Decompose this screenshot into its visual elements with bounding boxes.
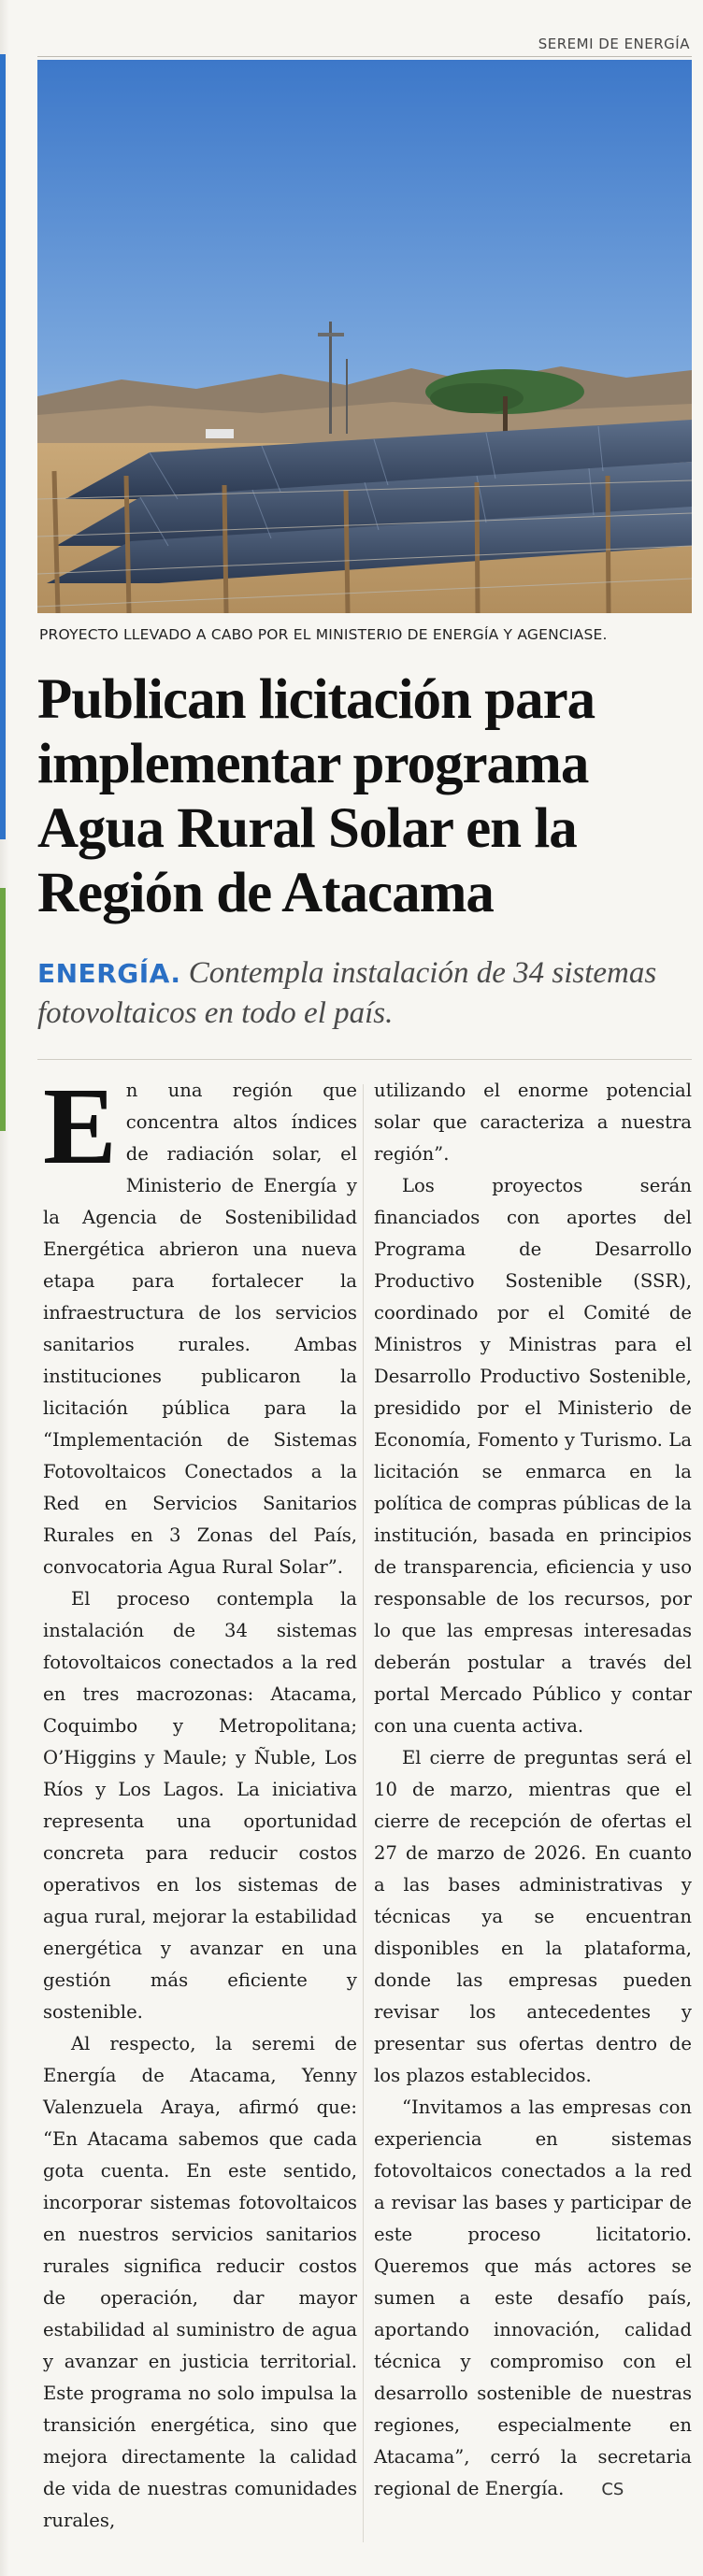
column-rule	[363, 1084, 364, 2542]
article-column-2	[374, 1075, 692, 2506]
header-rule	[37, 56, 692, 57]
paragraph-1	[43, 1065, 357, 1583]
section-header: SEREMI DE ENERGÍA	[538, 36, 690, 52]
drop-cap: E	[43, 1065, 117, 1187]
paragraph-6-text: “Invitamos a las empresas con experiencia en sistemas fotovoltaicos conectados a la red a revisar las bases y participar de este proceso licitatorio. Queremos que más actores se sumen a este desafío país, aportando innovación, calidad técnica y compromiso con el desarrollo sostenible de nuestras regiones, especialmente en Atacama”, cerró la secretaria regional de Energía.	[374, 2097, 692, 2499]
solar-panels-photo	[37, 60, 692, 613]
paragraph-4: Los proyectos serán financiados con aportes del Programa de Desarrollo Productivo Sostenible (SSR), coordinado por el Comité de Ministros y Ministras para el Desarrollo Productivo Sostenible, presidido por el Ministerio de Economía, Fomento y Turismo. La licitación se enmarca en la política de compras públicas de la institución, basada en principios de transparencia, eficiencia y uso responsable de los recursos, por lo que las empresas interesadas deberán postular a través del portal Mercado Público y contar con una cuenta activa.	[374, 1175, 692, 1737]
adjacent-page-strip	[0, 0, 9, 2576]
subhead-text: Contempla instalación de 34 sistemas fotovoltaicos en todo el país.	[37, 956, 657, 1030]
photo-caption: PROYECTO LLEVADO A CABO POR EL MINISTERIO DE ENERGÍA Y AGENCIASE.	[39, 626, 608, 643]
headline-line-1: Publican licitación para	[37, 668, 595, 731]
paragraph-1-text: n una región que concentra altos índices de radiación solar, el Ministerio de Energía y la Agencia de Sostenibilidad Energética abrieron una nueva etapa para fortalecer la infraestructura de los servicios sanitarios rurales. Ambas instituciones publicaron la licitación pública para la “Implementación de Sistemas Fotovoltaicos Conectados a la Red en Servicios Sanitarios Rurales en 3 Zonas del País, convocatoria Agua Rural Solar”.	[43, 1080, 357, 1578]
headline-line-3: Agua Rural Solar en la	[37, 797, 577, 860]
article-column-1	[43, 1065, 357, 2537]
end-mark: CS	[601, 2480, 624, 2499]
subhead-kicker: ENERGÍA.	[37, 958, 181, 989]
adjacent-page-green-bar	[0, 888, 6, 1131]
subhead-rule	[37, 1059, 692, 1060]
headline-line-4: Región de Atacama	[37, 862, 494, 924]
paragraph-3-continued: utilizando el enorme potencial solar que caracteriza a nuestra región”.	[374, 1080, 692, 1165]
subhead	[37, 953, 696, 1033]
paragraph-5: El cierre de preguntas será el 10 de marzo, mientras que el cierre de recepción de ofertas el 27 de marzo de 2026. En cuanto a las bases administrativas y técnicas ya se encuentran disponibles en la plataforma, donde las empresas pueden revisar los antecedentes y presentar sus ofertas dentro de los plazos establecidos.	[374, 1747, 692, 2086]
adjacent-page-blue-bar	[0, 54, 6, 839]
headline-line-2: implementar programa	[37, 733, 589, 795]
paragraph-3: Al respecto, la seremi de Energía de Atacama, Yenny Valenzuela Araya, afirmó que: “En Atacama sabemos que cada gota cuenta. En este sentido, incorporar sistemas fotovoltaicos en nuestros servicios sanitarios rurales significa reducir costos de operación, dar mayor estabilidad al suministro de agua y avanzar en justicia territorial. Este programa no solo impulsa la transición energética, sino que mejora directamente la calidad de vida de nuestras comunidades rurales,	[43, 2033, 357, 2531]
headline	[37, 667, 696, 925]
paragraph-2: El proceso contempla la instalación de 34 sistemas fotovoltaicos conectados a la red en tres macrozonas: Atacama, Coquimbo y Metropolitana; O’Higgins y Maule; y Ñuble, Los Ríos y Los Lagos. La iniciativa representa una oportunidad concreta para reducir costos operativos en los sistemas de agua rural, mejorar la estabilidad energética y avanzar en una gestión más eficiente y sostenible.	[43, 1588, 357, 2023]
paragraph-6	[374, 2092, 692, 2506]
